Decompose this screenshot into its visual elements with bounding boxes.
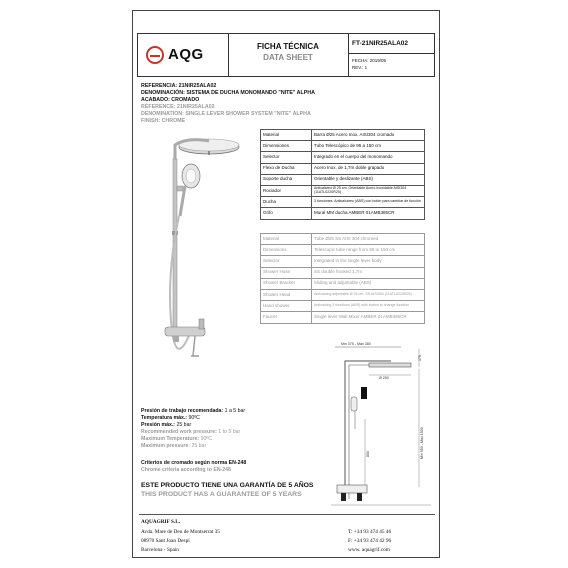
reference-en: REFERENCE: 21NIR25ALA02 <box>141 104 215 110</box>
spec-en-row <box>261 245 425 256</box>
date-field: FECHA: 2019/05 <box>352 58 387 63</box>
spec-es-row <box>261 152 425 163</box>
dim-top-label: Min 375 - Max 380 <box>341 342 371 346</box>
pressure-max-es-label: Presión máx.: <box>141 422 176 428</box>
address-line-1: Avda. Mare de Deu de Montserrat 35 <box>141 529 220 535</box>
spec-en-key: Selector <box>261 256 312 267</box>
title-spanish: FICHA TÉCNICA <box>257 42 319 51</box>
spec-en-row <box>261 234 425 245</box>
spec-en-value: Sliding and adjustable (ABS) <box>312 278 425 289</box>
spec-en-key: Shower Hose <box>261 267 312 278</box>
shower-system-photo <box>147 131 257 413</box>
finish-en: FINISH: CHROME <box>141 118 186 124</box>
spec-es-value: Tubo Telescópico de 95 a 150 cm <box>312 141 425 152</box>
spec-en-row <box>261 301 425 312</box>
spec-es-row <box>261 185 425 196</box>
pressure-rec-en <box>141 429 240 435</box>
spec-es-key: Material <box>261 130 312 141</box>
pressure-rec-en-value: 1 to 5 bar <box>216 429 241 435</box>
spec-en-value: Telescopic tube range from 95 to 150 cm <box>312 245 425 256</box>
footer-divider <box>139 514 435 515</box>
phone-number: T: +34 93 474 45 46 <box>348 529 392 535</box>
spec-es-row <box>261 141 425 152</box>
spec-es-row <box>261 130 425 141</box>
spec-en-row <box>261 312 425 323</box>
denomination-es: DENOMINACIÓN: SISTEMA DE DUCHA MONOMANDO "NITE" ALPHA <box>141 90 315 96</box>
spec-en-value: Anticalcing adjustable Ø 25 cm. SS AISI304 (11ATL0220R25) <box>312 289 425 300</box>
pressure-max-en-value: 25 bar <box>190 443 207 449</box>
temp-max-en <box>141 436 212 442</box>
pressure-rec-es <box>141 408 245 414</box>
chrome-criteria-es: Criterios de cromado según norma EN-248 <box>141 460 247 466</box>
fax-number[interactable]: F: +34 93 474 42 96 <box>348 538 392 544</box>
temp-max-en-label: Maximum Temperature: <box>141 436 200 442</box>
title-box <box>228 34 349 76</box>
spec-es-value: Orientable y deslizante (ABS) <box>312 174 425 185</box>
revision-field: REV.: 1 <box>352 65 368 70</box>
spec-table-english <box>260 233 425 324</box>
pressure-max-en <box>141 443 206 449</box>
spec-en-row <box>261 256 425 267</box>
spec-en-row <box>261 267 425 278</box>
aqg-logo-icon <box>146 46 164 64</box>
denomination-en: DENOMINATION: SINGLE LEVER SHOWER SYSTEM "NITE" ALPHA <box>141 111 311 117</box>
chrome-criteria-en: Chrome criteria according to EN-248 <box>141 467 231 473</box>
logo-text: AQG <box>168 46 204 63</box>
spec-table-spanish <box>260 129 425 220</box>
website-link[interactable]: www. aquagrif.com <box>348 547 390 553</box>
divider <box>348 53 434 54</box>
spec-es-row <box>261 208 425 219</box>
spec-en-key: Faucet <box>261 312 312 323</box>
technical-drawing <box>331 339 437 509</box>
temp-max-es-value: 90ºC <box>187 415 200 421</box>
title-english: DATA SHEET <box>263 53 313 62</box>
address-line-2: 08970 Sant Joan Despí <box>141 538 190 544</box>
dim-850-label: 850 <box>366 451 370 457</box>
data-sheet-page <box>132 10 440 558</box>
pressure-max-es <box>141 422 191 428</box>
reference-es: REFERENCIA: 21NIR25ALA02 <box>141 83 217 89</box>
spec-es-key: Grifo <box>261 208 312 219</box>
spec-es-row <box>261 174 425 185</box>
sheet-header <box>137 33 435 77</box>
pressure-max-en-label: Maximum pressure: <box>141 443 191 449</box>
spec-en-row <box>261 289 425 300</box>
temp-max-en-value: 90ºC <box>199 436 212 442</box>
spec-es-key: Dimensiones <box>261 141 312 152</box>
guarantee-es: ESTE PRODUCTO TIENE UNA GARANTÍA DE 5 AÑOS <box>141 482 314 489</box>
spec-es-value: Acero Inox. de 1,7m doble grapado <box>312 163 425 174</box>
spec-es-key: Soporte ducha <box>261 174 312 185</box>
spec-en-key: Material <box>261 234 312 245</box>
company-name: AQUAGRIF S.L. <box>141 519 181 525</box>
spec-en-value: Tube Ø25 SS AISI 304 chromed <box>312 234 425 245</box>
spec-en-key: Hand shower <box>261 301 312 312</box>
spec-en-value: Integrated in the single lever body <box>312 256 425 267</box>
spec-en-value: SS double hooked 1,7m <box>312 267 425 278</box>
spec-es-value: Mural MM ducha AMBER 01AMB385CR <box>312 208 425 219</box>
logo-box <box>138 34 229 76</box>
pressure-max-es-value: 25 bar <box>175 422 192 428</box>
dim-range-label: Min 950 - Max 1500 <box>420 427 424 459</box>
spec-es-value: 3 funciones. Anticalcáreo (ABS) con botón para cambiar de función <box>312 197 425 208</box>
spec-es-row <box>261 163 425 174</box>
spec-es-key: Selector <box>261 152 312 163</box>
pressure-rec-es-label: Presión de trabajo recomendada: <box>141 408 224 414</box>
dim-170-label: 170 <box>418 355 422 361</box>
finish-es: ACABADO: CROMADO <box>141 97 200 103</box>
spec-es-key: Ducha <box>261 197 312 208</box>
sheet-code: FT-21NIR25ALA02 <box>352 40 408 47</box>
spec-es-value: Barra Ø25 Acero Inox. AISI304 cromado <box>312 130 425 141</box>
reference-box <box>348 34 434 76</box>
city-line: Barcelona - Spain <box>141 547 179 553</box>
temp-max-es-label: Temperatura máx.: <box>141 415 188 421</box>
dim-head-label: Ø 250 <box>379 376 389 380</box>
spec-en-row <box>261 278 425 289</box>
temp-max-es <box>141 415 200 421</box>
spec-en-key: Shower Bracket <box>261 278 312 289</box>
spec-en-value: Anticalcing 3 functions (ABS) with button to change function <box>312 301 425 312</box>
spec-es-row <box>261 197 425 208</box>
spec-es-value: Integrado en el cuerpo del monomando <box>312 152 425 163</box>
spec-en-value: Single lever Wall Mixer AMBER 01AMB385CR <box>312 312 425 323</box>
spec-es-value: Antical​áreo Ø 25 cm. Orientable Acero Inoxidable AISI304 (11ATL0220R25) <box>312 185 425 196</box>
spec-es-key: Flexo de Ducha <box>261 163 312 174</box>
spec-en-key: Dimensions <box>261 245 312 256</box>
pressure-rec-en-label: Recommended work pressure: <box>141 429 217 435</box>
guarantee-en: THIS PRODUCT HAS A GUARANTEE OF 5 YEARS <box>141 491 302 498</box>
pressure-rec-es-value: 1 a 5 bar <box>223 408 246 414</box>
spec-en-key: Shower Head <box>261 289 312 300</box>
spec-es-key: Rociador <box>261 185 312 196</box>
